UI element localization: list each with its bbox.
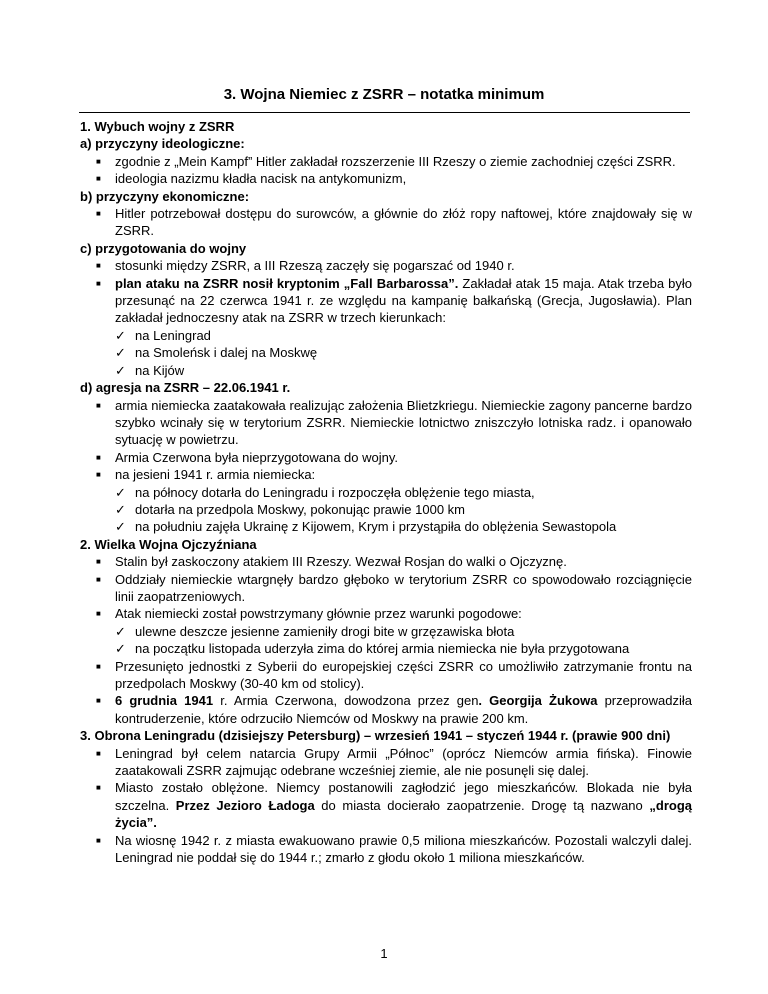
bullet-item: ■ plan ataku na ZSRR nosił kryptonim „Fall Barbarossa”. Zakładał atak 15 maja. Atak trzeba było przesunąć na 22 czerwca 1941 r. ze względu na kampanię bałkańską (Grecja, Jugosławia). Plan zakładał jednoczesny atak na ZSRR w trzech kierunkach: bbox=[80, 275, 692, 327]
bullet-item: ■ 6 grudnia 1941 r. Armia Czerwona, dowodzona przez gen. Georgija Żukowa przeprowadziła kontruderzenie, które odrzuciło Niemców od Moskwy na prawie 200 km. bbox=[80, 692, 692, 727]
square-bullet-icon: ■ bbox=[96, 661, 101, 671]
title-underline bbox=[79, 112, 690, 113]
square-bullet-icon: ■ bbox=[96, 609, 101, 619]
check-item: ✓ na południu zajęła Ukrainę z Kijowem, Krym i przystąpiła do oblężenia Sewastopola bbox=[80, 518, 692, 535]
bullet-item: ■ Hitler potrzebował dostępu do surowców, a głównie do złóż ropy naftowej, które znajdowały się w ZSRR. bbox=[80, 205, 692, 240]
section-heading: 3. Obrona Leningradu (dzisiejszy Petersburg) – wrzesień 1941 – styczeń 1944 r. (prawie 900 dni) bbox=[80, 728, 671, 744]
bullet-item: ■ Leningrad był celem natarcia Grupy Armii „Północ” (oprócz Niemców armia fińska). Finowie zaatakowali ZSRR zajmując odebrane wcześniej ziemie, ale nie posunęli się dalej. bbox=[80, 745, 692, 780]
checkmark-icon: ✓ bbox=[115, 519, 126, 535]
bullet-item: ■ na jesieni 1941 r. armia niemiecka: bbox=[80, 466, 692, 483]
square-bullet-icon: ■ bbox=[96, 783, 101, 793]
square-bullet-icon: ■ bbox=[96, 452, 101, 462]
bullet-item: ■ Stalin był zaskoczony atakiem III Rzeszy. Wezwał Rosjan do walki o Ojczyznę. bbox=[80, 553, 692, 570]
check-item: ✓ na Kijów bbox=[80, 362, 692, 379]
checkmark-icon: ✓ bbox=[115, 623, 126, 639]
square-bullet-icon: ■ bbox=[96, 261, 101, 271]
square-bullet-icon: ■ bbox=[96, 835, 101, 845]
bullet-item: ■ Przesunięto jednostki z Syberii do europejskiej części ZSRR co umożliwiło zatrzymanie frontu na przedpolach Moskwy (30-40 km od stolicy). bbox=[80, 658, 692, 693]
page-title: 3. Wojna Niemiec z ZSRR – notatka minimum bbox=[223, 86, 545, 103]
section-heading: 2. Wielka Wojna Ojczyźniana bbox=[80, 536, 257, 552]
checkmark-icon: ✓ bbox=[115, 501, 126, 517]
bullet-item: ■ Atak niemiecki został powstrzymany głównie przez warunki pogodowe: bbox=[80, 605, 692, 622]
bullet-item: ■ zgodnie z „Mein Kampf” Hitler zakładał rozszerzenie III Rzeszy o ziemie zachodniej części ZSRR. bbox=[80, 153, 692, 170]
checkmark-icon: ✓ bbox=[115, 362, 126, 378]
notes-body bbox=[80, 118, 692, 866]
check-item: ✓ ulewne deszcze jesienne zamieniły drogi bite w grzęzawiska błota bbox=[80, 623, 692, 640]
square-bullet-icon: ■ bbox=[96, 557, 101, 567]
checkmark-icon: ✓ bbox=[115, 345, 126, 361]
bullet-item: ■ Oddziały niemieckie wtargnęły bardzo głęboko w terytorium ZSRR co spowodowało rozciągnięcie linii zaopatrzeniowych. bbox=[80, 571, 692, 606]
bullet-item: ■ Armia Czerwona była nieprzygotowana do wojny. bbox=[80, 449, 692, 466]
subsection-heading: c) przygotowania do wojny bbox=[80, 240, 247, 256]
square-bullet-icon: ■ bbox=[96, 156, 101, 166]
square-bullet-icon: ■ bbox=[96, 400, 101, 410]
bullet-item: ■ Miasto zostało oblężone. Niemcy postanowili zagłodzić jego mieszkańców. Blokada nie była szczelna. Przez Jezioro Ładoga do miasta docierało zaopatrzenie. Drogę tą nazwano „drogą życia”. bbox=[80, 779, 692, 831]
square-bullet-icon: ■ bbox=[96, 174, 101, 184]
square-bullet-icon: ■ bbox=[96, 470, 101, 480]
square-bullet-icon: ■ bbox=[96, 748, 101, 758]
subsection-heading: d) agresja na ZSRR – 22.06.1941 r. bbox=[80, 380, 291, 396]
subsection-heading: b) przyczyny ekonomiczne: bbox=[80, 188, 250, 204]
check-item: ✓ na Smoleńsk i dalej na Moskwę bbox=[80, 344, 692, 361]
square-bullet-icon: ■ bbox=[96, 278, 101, 288]
checkmark-icon: ✓ bbox=[115, 327, 126, 343]
square-bullet-icon: ■ bbox=[96, 696, 101, 706]
checkmark-icon: ✓ bbox=[115, 641, 126, 657]
check-item: ✓ dotarła na przedpola Moskwy, pokonując prawie 1000 km bbox=[80, 501, 692, 518]
checkmark-icon: ✓ bbox=[115, 484, 126, 500]
check-item: ✓ na północy dotarła do Leningradu i rozpoczęła oblężenie tego miasta, bbox=[80, 484, 692, 501]
check-item: ✓ na początku listopada uderzyła zima do której armia niemiecka nie była przygotowana bbox=[80, 640, 692, 657]
square-bullet-icon: ■ bbox=[96, 209, 101, 219]
bullet-item: ■ Na wiosnę 1942 r. z miasta ewakuowano prawie 0,5 miliona mieszkańców. Pozostali walczyli dalej. Leningrad nie poddał się do 1944 r.; zmarło z głodu około 1 miliona mieszkańców. bbox=[80, 832, 692, 867]
check-item: ✓ na Leningrad bbox=[80, 327, 692, 344]
bullet-item: ■ armia niemiecka zaatakowała realizując założenia Blietzkriegu. Niemieckie zagony pancerne bardzo szybko wcinały się w terytorium ZSRR. Niemieckie lotnictwo zniszczyło lotniska radz. i opanowało sytuację w powietrzu. bbox=[80, 397, 692, 449]
square-bullet-icon: ■ bbox=[96, 574, 101, 584]
subsection-heading: a) przyczyny ideologiczne: bbox=[80, 136, 245, 152]
bullet-item: ■ stosunki między ZSRR, a III Rzeszą zaczęły się pogarszać od 1940 r. bbox=[80, 257, 692, 274]
bullet-item: ■ ideologia nazizmu kładła nacisk na antykomunizm, bbox=[80, 170, 692, 187]
section-heading: 1. Wybuch wojny z ZSRR bbox=[80, 119, 235, 134]
page-number: 1 bbox=[380, 946, 388, 961]
